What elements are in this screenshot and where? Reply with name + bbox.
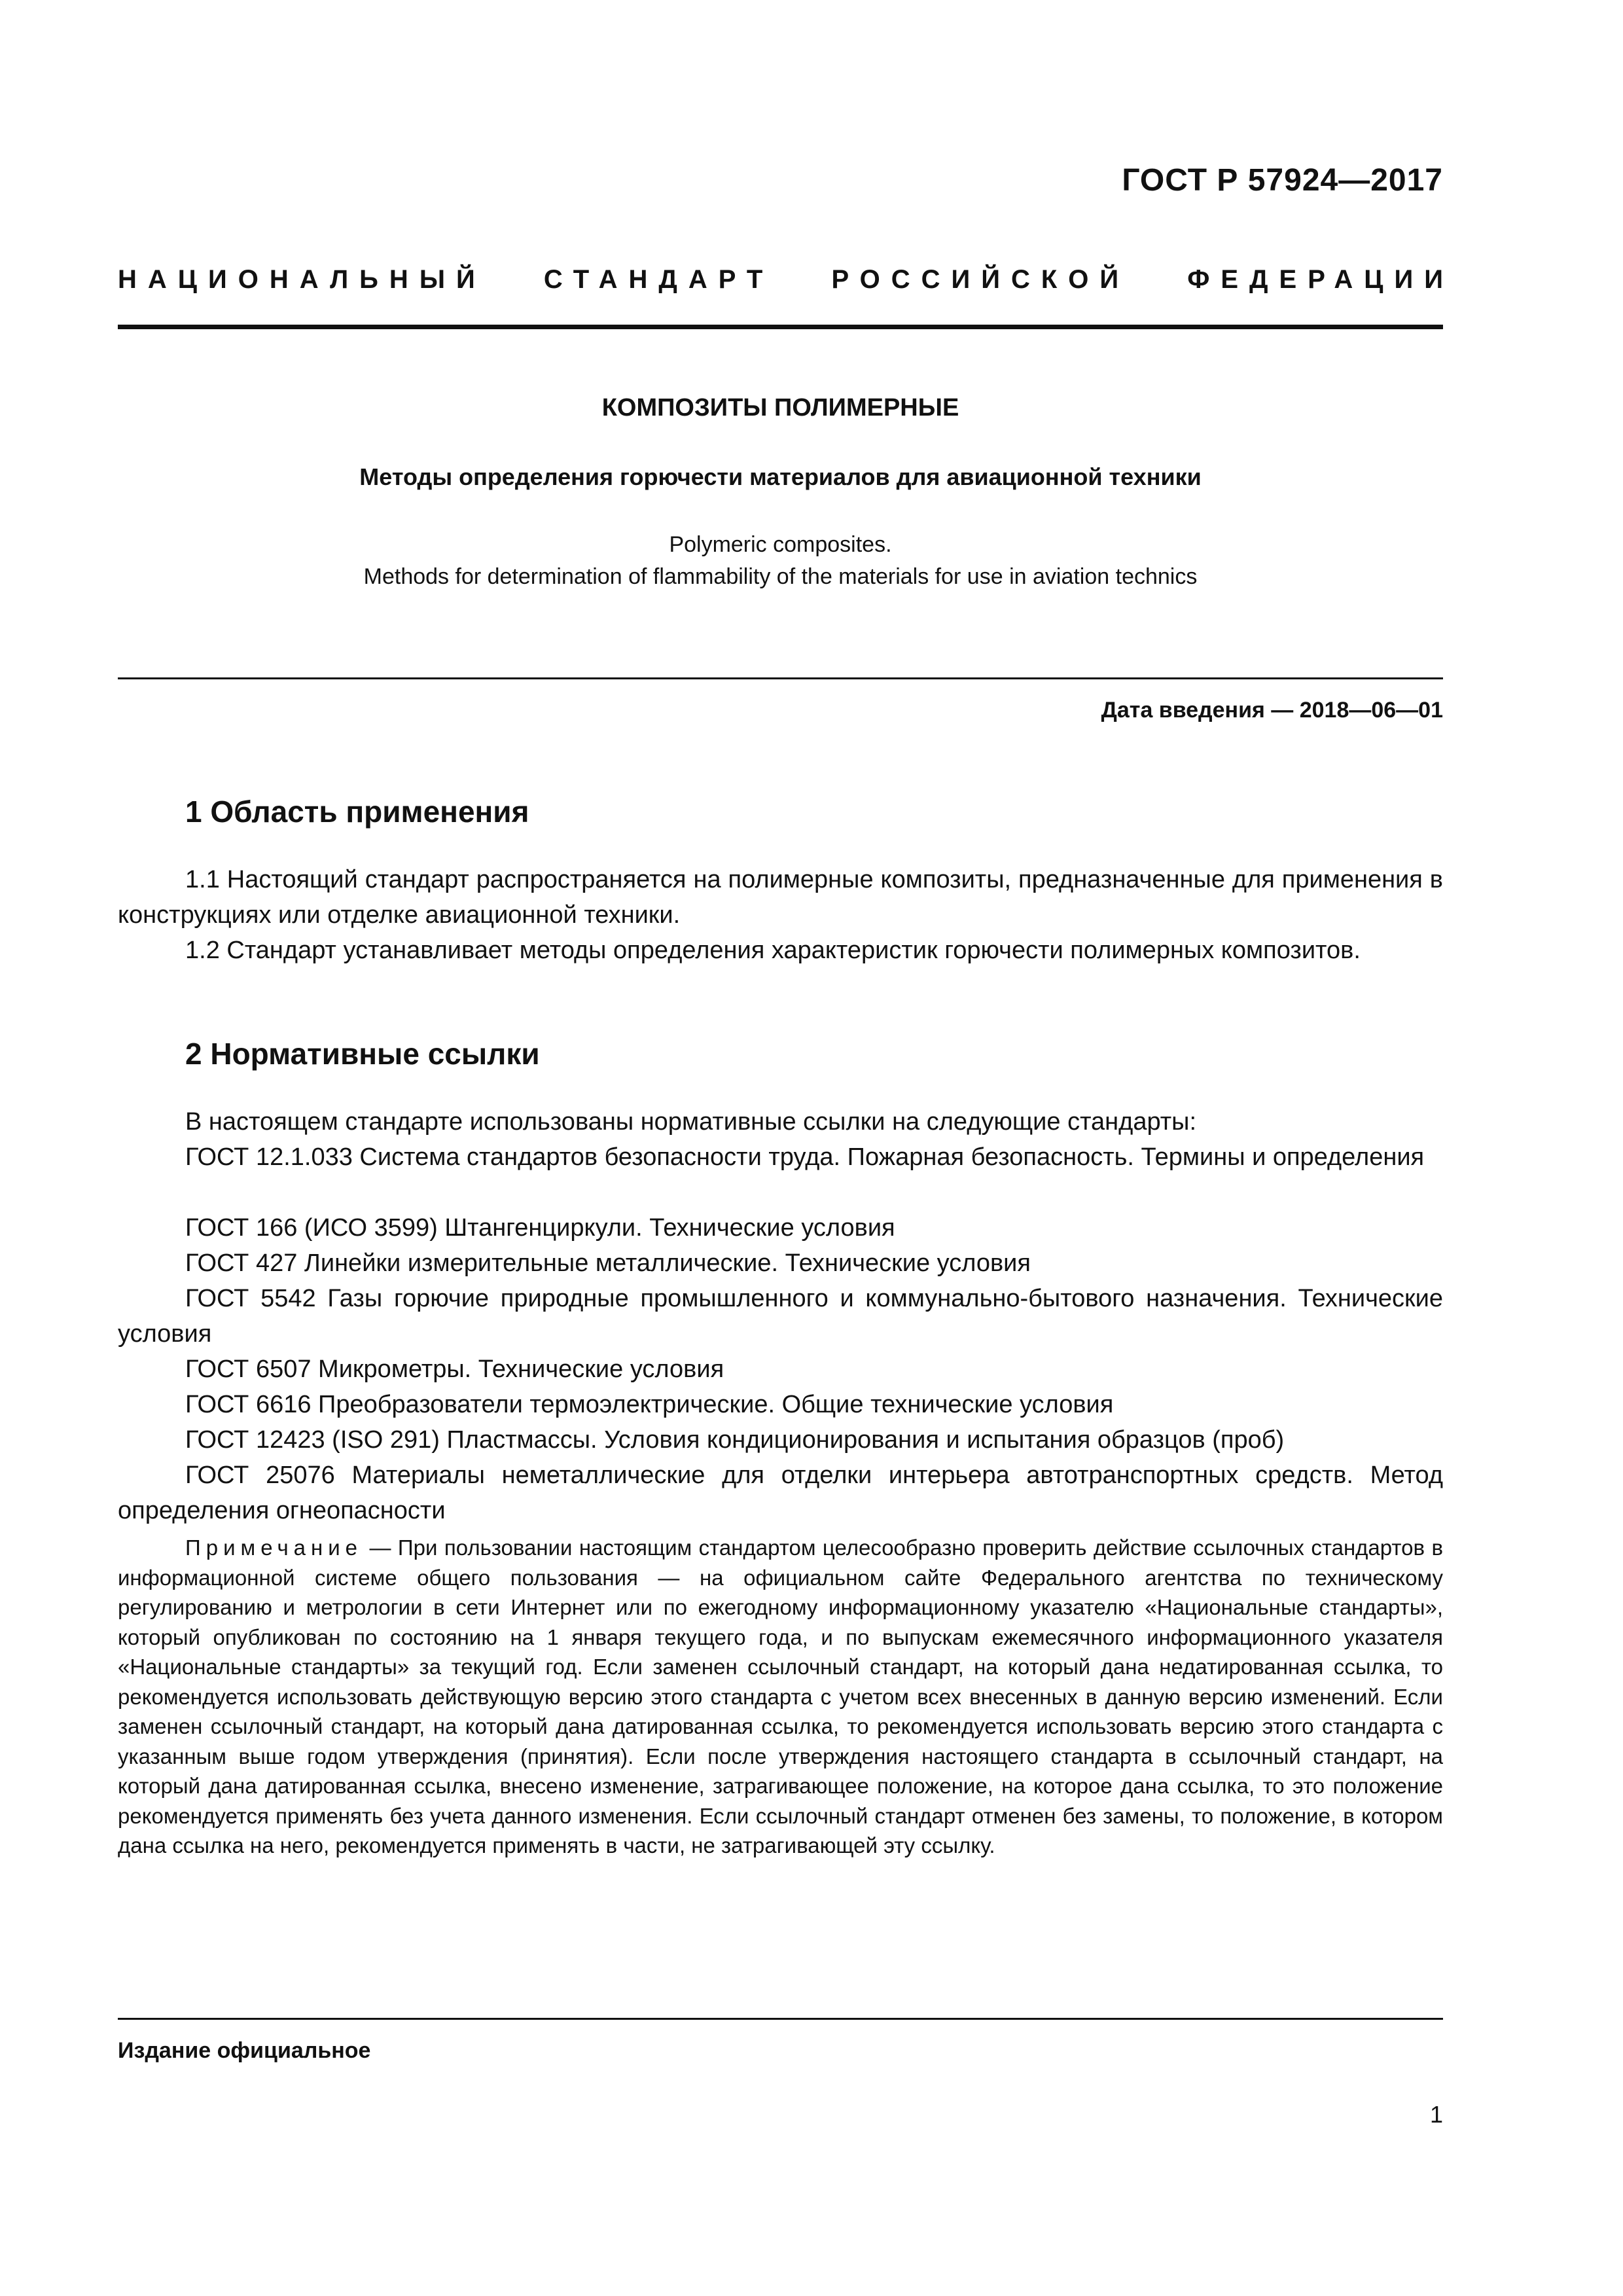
section-heading-scope: 1 Область применения (185, 795, 529, 829)
document-subtitle: Методы определения горючести материалов для авиационной техники (359, 463, 1202, 490)
introduction-date: Дата введения — 2018—06—01 (1101, 698, 1443, 723)
footer-divider (118, 2018, 1443, 2020)
reference-item: ГОСТ 6507 Микрометры. Технические условия (185, 1355, 724, 1383)
reference-item: ГОСТ 12.1.033 Система стандартов безопасности труда. Пожарная безопасность. Термины и определения (185, 1143, 1425, 1171)
reference-item: ГОСТ 427 Линейки измерительные металлические. Технические условия (185, 1249, 1031, 1277)
english-title-line-1: Polymeric composites. (669, 532, 892, 557)
page-number: 1 (1429, 2101, 1443, 2128)
reference-item: ГОСТ 166 (ИСО 3599) Штангенциркули. Технические условия (185, 1214, 895, 1242)
official-edition-label: Издание официальное (118, 2038, 371, 2063)
note-text: — При пользовании настоящим стандартом целесообразно проверить действие ссылочных стандартов в информационной системе общего пользования — на официальном сайте Федерального агентства по техническому регулированию и метрологии в сети Интернет или по ежегодному информационному указателю «Национальные стандарты», который опубликован по состоянию на 1 января текущего года, и по выпускам ежемесячного информационного указателя «Национальные стандарты» за текущий год. Если заменен ссылочный стандарт, на который дана недатированная ссылка, то рекомендуется использовать действующую версию этого стандарта с учетом всех внесенных в данную версию изменений. Если заменен ссылочный стандарт, на который дана датированная ссылка, то рекомендуется использовать версию этого стандарта с указанным выше годом утверждения (принятия). Если после утверждения настоящего стандарта в ссылочный стандарт, на который дана датированная ссылка, внесено изменение, затрагивающее положение, на которое дана ссылка, то это положение рекомендуется применять без учета данного изменения. Если ссылочный стандарт отменен без замены, то положение, в котором дана ссылка на него, рекомендуется применять в части, не затрагивающей эту ссылку. (118, 1535, 1443, 1857)
note-label: Примечание (185, 1535, 363, 1560)
header-divider (118, 325, 1443, 329)
reference-item: ГОСТ 6616 Преобразователи термоэлектрические. Общие технические условия (185, 1391, 1114, 1418)
document-title: КОМПОЗИТЫ ПОЛИМЕРНЫЕ (601, 394, 959, 422)
banner-word: НАЦИОНАЛЬНЫЙ (118, 265, 486, 294)
banner-word: ФЕДЕРАЦИИ (1187, 265, 1454, 294)
paragraph-1-1: 1.1 Настоящий стандарт распространяется на полимерные композиты, предназначенные для применения в конструкциях или отделке авиационной техники. (118, 866, 1443, 929)
banner-word: РОССИЙСКОЙ (831, 265, 1130, 294)
english-title-line-2: Methods for determination of flammability of the materials for use in aviation technics (363, 564, 1198, 589)
reference-item: ГОСТ 25076 Материалы неметаллические для отделки интерьера автотранспортных средств. Метод определения огнеопасности (118, 1462, 1443, 1524)
references-note (118, 1533, 1443, 1861)
title-divider (118, 677, 1443, 679)
reference-item: ГОСТ 12423 (ISO 291) Пластмассы. Условия кондиционирования и испытания образцов (проб) (185, 1426, 1285, 1454)
banner-word: СТАНДАРТ (543, 265, 774, 294)
reference-item: ГОСТ 5542 Газы горючие природные промышленного и коммунально-бытового назначения. Технические условия (118, 1285, 1443, 1348)
document-number: ГОСТ Р 57924—2017 (1122, 163, 1443, 198)
section-heading-references: 2 Нормативные ссылки (185, 1037, 540, 1071)
references-intro: В настоящем стандарте использованы нормативные ссылки на следующие стандарты: (185, 1108, 1197, 1136)
national-standard-banner (118, 265, 1454, 295)
paragraph-1-2: 1.2 Стандарт устанавливает методы определения характеристик горючести полимерных композитов. (185, 937, 1361, 964)
